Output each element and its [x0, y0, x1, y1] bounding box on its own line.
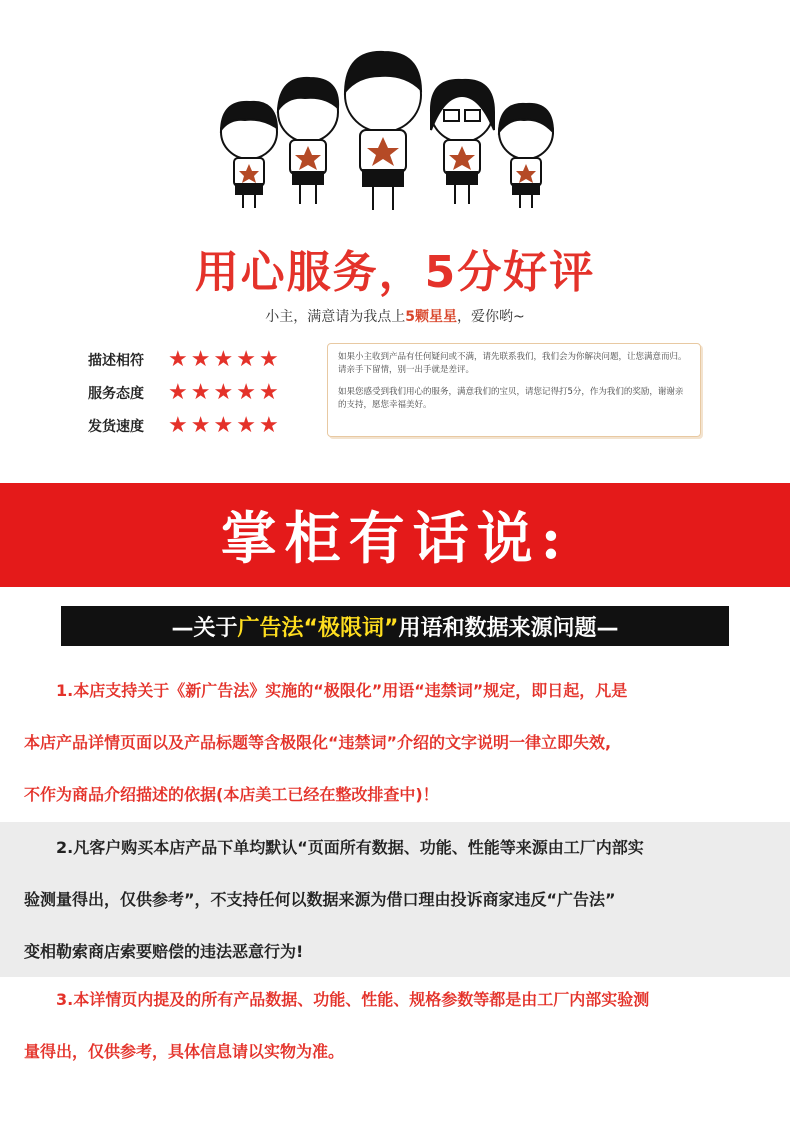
subline-text-post: ，爱你哟~ — [457, 309, 525, 325]
star-icon: ★ — [213, 346, 234, 372]
kid-2 — [278, 78, 338, 204]
star-icon: ★ — [168, 412, 188, 438]
star-rating — [168, 346, 279, 372]
star-icon: ★ — [236, 412, 256, 438]
notice-paragraph: 如果小主收到产品有任何疑问或不满，请先联系我们，我们会为你解决问题，让您满意而归。请亲手下留情，别一出手就是差评。 — [338, 352, 687, 375]
statement-section-1 — [0, 665, 790, 821]
notice-paragraph: 如果您感受到我们用心的服务，满意我们的宝贝，请您记得打5分，作为我们的奖励，谢谢亲的支持，愿您幸福美好。 — [338, 387, 684, 410]
kid-5 — [499, 104, 553, 208]
kid-1 — [221, 102, 277, 208]
star-icon: ★ — [213, 412, 234, 438]
star-icon: ★ — [258, 346, 279, 372]
statement-line: 验测量得出，仅供参考”，不支持任何以数据来源为借口理由投诉商家违反“广告法” — [24, 890, 616, 909]
ad-law-subtitle-bar — [61, 606, 729, 646]
cartoon-kids-illustration — [0, 0, 790, 225]
star-icon: ★ — [236, 379, 256, 405]
star-icon: ★ — [258, 379, 279, 405]
rating-row — [88, 376, 308, 409]
star-icon: ★ — [168, 346, 188, 372]
star-rating — [168, 412, 279, 438]
rating-label: 发货速度 — [88, 418, 144, 435]
subtitle-highlight: 广告法“极限词” — [237, 615, 399, 641]
statement-line: 本店产品详情页面以及产品标题等含极限化“违禁词”介绍的文字说明一律立即失效, — [24, 733, 612, 752]
customer-notice-box — [327, 343, 701, 437]
star-icon: ★ — [213, 379, 234, 405]
statement-line: 2.凡客户购买本店产品下单均默认“页面所有数据、功能、性能等来源由工厂内部实 — [56, 838, 644, 857]
subline-text-pre: 小主，满意请为我点上 — [265, 309, 406, 325]
subline-accent: 5颗星星 — [405, 309, 457, 325]
rating-row — [88, 343, 308, 376]
rating-list — [88, 343, 308, 442]
star-icon: ★ — [236, 346, 256, 372]
statement-line: 1.本店支持关于《新广告法》实施的“极限化”用语“违禁词”规定，即日起，凡是 — [56, 681, 628, 700]
statement-line: 量得出，仅供参考，具体信息请以实物为准。 — [24, 1042, 345, 1061]
star-icon: ★ — [190, 379, 211, 405]
star-icon: ★ — [168, 379, 188, 405]
subtitle-pre: —关于 — [171, 615, 238, 641]
star-icon: ★ — [258, 412, 279, 438]
rating-row — [88, 409, 308, 442]
statement-section-3 — [0, 974, 790, 1078]
statement-line: 3.本详情页内提及的所有产品数据、功能、性能、规格参数等都是由工厂内部实验测 — [56, 990, 650, 1009]
statement-section-2 — [0, 822, 790, 977]
rating-label: 描述相符 — [88, 352, 144, 369]
star-icon: ★ — [190, 412, 211, 438]
star-icon: ★ — [190, 346, 211, 372]
headline-five-star-review: 用心服务，5分好评 — [194, 247, 596, 298]
rating-request-line — [0, 306, 790, 326]
shopkeeper-banner — [0, 483, 790, 587]
statement-line: 变相勒索商店索要赔偿的违法恶意行为! — [24, 942, 304, 961]
banner-title: 掌柜有话说: — [220, 506, 570, 572]
star-rating — [168, 379, 279, 405]
statement-line: 不作为商品介绍描述的依据(本店美工已经在整改排查中)！ — [24, 785, 439, 804]
rating-label: 服务态度 — [88, 385, 144, 402]
kid-3 — [345, 52, 421, 210]
kid-4 — [431, 80, 494, 204]
subtitle-post: 用语和数据来源问题— — [398, 615, 619, 641]
